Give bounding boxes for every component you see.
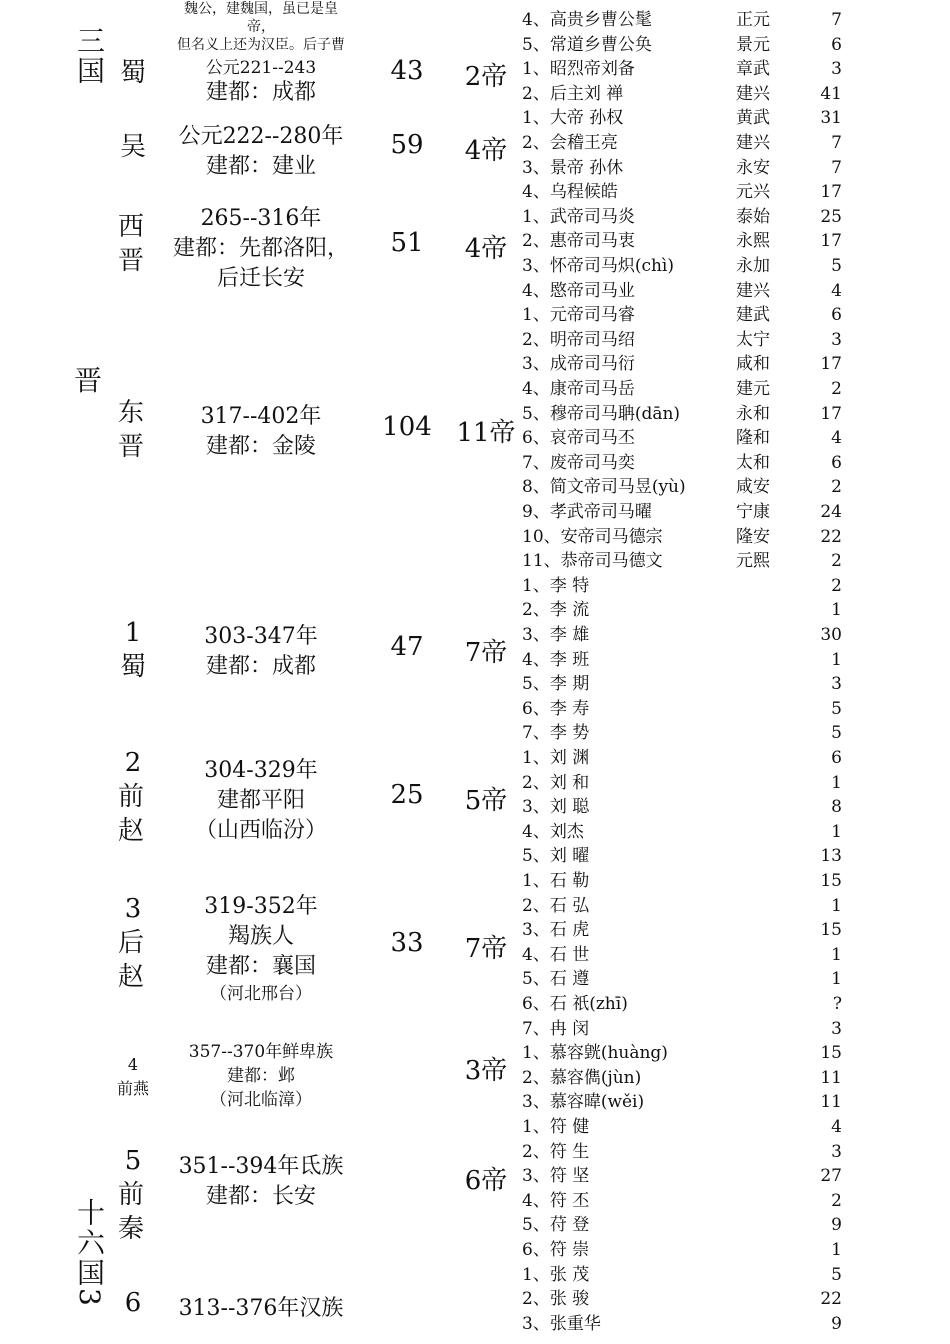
ruler-row [522,475,852,500]
ruler-row [522,918,852,943]
ruler-name: 4、李 班 [522,649,590,670]
ruler-name: 1、慕容皝(huàng) [522,1043,668,1064]
ruler-reign-years: 9 [831,1215,842,1236]
ruler-row [522,967,852,992]
ruler-era-name: 建元 [736,379,770,399]
dynasty-years-shu: 43 [390,56,424,86]
ruler-name: 6、哀帝司马丕 [522,428,635,449]
dynasty-count-shu: 2帝 [464,62,508,92]
ruler-name: 4、高贵乡曹公髦 [522,10,652,30]
ruler-reign-years: 17 [820,354,842,375]
ruler-name: 1、元帝司马睿 [522,305,635,326]
info-text: 后迁长安 [216,266,305,291]
dynasty-count-qianyan: 3帝 [464,1056,508,1086]
ruler-era-name: 永熙 [736,231,770,252]
ruler-row [522,672,852,697]
ruler-row [522,33,852,58]
ruler-name: 6、石 祇(zhī) [522,994,628,1014]
ruler-era-name: 建兴 [736,83,770,104]
info-text: 319-352年 [204,894,318,919]
info-text: 304-329年 [204,758,318,783]
info-text: 公元221--243 [205,58,317,78]
ruler-name: 5、刘 曜 [522,846,590,867]
info-text: 羯族人 [227,924,294,949]
ruler-reign-years: 31 [820,108,842,129]
era-label-sanguo [72,26,104,94]
ruler-reign-years: 15 [820,871,842,891]
ruler-reign-years: 2 [831,1190,842,1211]
info-text: 265--316年 [200,206,322,231]
ruler-reign-years: 8 [831,797,842,818]
dynasty-name-wu: 吴 [119,132,146,162]
dynasty-info-houzhao [156,892,366,1006]
ruler-row [522,598,852,623]
info-text: （山西临汾） [194,818,327,843]
ruler-name: 3、张重华 [522,1313,601,1334]
dynasty-info-xijin [156,204,366,294]
info-text: （河北邢台） [210,984,312,1004]
info-text: 357--370年鲜卑族 [188,1042,334,1062]
ruler-row [522,1189,852,1214]
ruler-era-name: 元兴 [736,182,770,203]
ruler-era-name: 建兴 [736,133,770,153]
ruler-name: 1、刘 渊 [522,748,590,768]
ruler-reign-years: 1 [831,969,842,990]
dynasty-info-wu [156,122,366,182]
ruler-reign-years: 1 [831,649,842,670]
ruler-name: 10、安帝司马德宗 [522,526,663,547]
dynasty-count-houzhao: 7帝 [464,934,508,964]
ruler-name: 1、大帝 孙权 [522,108,624,129]
dynasty-info-qianqin [156,1152,366,1212]
dynasty-name-dongjin: 东晋 [117,398,144,462]
ruler-name: 5、石 遵 [522,969,590,990]
dynasty-num-qianqin: 5 [124,1146,142,1176]
ruler-name: 2、明帝司马绍 [522,329,635,350]
ruler-era-name: 太和 [736,452,770,473]
dynasty-years-xijin: 51 [390,228,424,258]
ruler-name: 9、孝武帝司马曜 [522,502,652,522]
ruler-reign-years: 13 [820,846,842,867]
ruler-reign-years: 1 [831,600,842,621]
ruler-name: 2、刘 和 [522,772,590,793]
ruler-reign-years: 5 [831,256,842,276]
ruler-name: 2、慕容儁(jùn) [522,1067,642,1088]
dynasty-info-shu [156,56,366,106]
dynasty-count-qianzhao: 5帝 [464,786,508,816]
ruler-era-name: 太宁 [736,329,770,350]
ruler-era-name: 隆安 [736,526,770,547]
ruler-era-name: 永加 [736,256,770,276]
ruler-reign-years: ? [832,994,842,1014]
ruler-name: 1、张 茂 [522,1264,590,1285]
ruler-name: 8、简文帝司马昱(yù) [522,477,686,498]
ruler-row [522,525,852,550]
info-text: 建都：成都 [205,654,316,679]
ruler-row [522,648,852,673]
dynasty-name-qianyan: 前燕 [116,1079,149,1098]
ruler-reign-years: 27 [820,1166,842,1187]
ruler-name: 3、怀帝司马炽(chì) [522,256,674,276]
ruler-reign-years: 7 [831,157,842,178]
ruler-era-name: 咸安 [736,477,770,498]
ruler-row [522,771,852,796]
ruler-reign-years: 7 [831,10,842,30]
info-text: 但名义上还为汉臣。后子曹 [177,37,345,53]
ruler-row [522,721,852,746]
ruler-row [522,844,852,869]
ruler-row [522,205,852,230]
ruler-era-name: 泰始 [736,206,770,227]
ruler-name: 2、会稽王亮 [522,133,618,153]
ruler-name: 3、慕容暐(wěi) [522,1092,645,1113]
ruler-name: 3、成帝司马衍 [522,354,635,375]
dynasty-years-qianzhao: 25 [390,780,424,810]
ruler-era-name: 建武 [736,305,770,326]
ruler-reign-years: 3 [831,1018,842,1039]
ruler-name: 2、惠帝司马衷 [522,231,635,252]
dynasty-name-qianqin: 前秦 [117,1180,144,1244]
ruler-row [522,451,852,476]
dynasty-num-qianyan: 4 [127,1055,139,1074]
ruler-reign-years: 6 [831,748,842,768]
dynasty-name-shu: 蜀 [119,58,146,88]
ruler-reign-years: 6 [831,452,842,473]
info-text: 313--376年汉族 [178,1296,344,1321]
dynasty-info-shu-overflow [156,0,366,54]
info-text: 建都：襄国 [205,954,316,979]
ruler-name: 5、常道乡曹公奂 [522,34,652,55]
ruler-reign-years: 25 [820,206,842,227]
ruler-row [522,106,852,131]
ruler-name: 2、李 流 [522,600,590,621]
ruler-name: 3、刘 聪 [522,797,590,818]
dynasty-num-chengshu: 1 [124,618,142,648]
ruler-row [522,229,852,254]
ruler-name: 3、景帝 孙休 [522,157,624,178]
ruler-reign-years: 15 [820,920,842,941]
ruler-row [522,1041,852,1066]
dynasty-name-qianzhao: 前赵 [117,782,144,846]
ruler-row [522,1164,852,1189]
dynasty-info-qianyan [156,1040,366,1112]
ruler-reign-years: 5 [831,698,842,719]
era-text: 晋 [73,364,102,397]
ruler-name: 4、刘杰 [522,821,584,842]
dynasty-num-houzhao: 3 [124,894,142,924]
dynasty-info-dongjin [156,402,366,462]
ruler-era-name: 永安 [736,157,770,178]
info-text: 建都：邺 [227,1066,295,1086]
ruler-row [522,869,852,894]
ruler-row [522,746,852,771]
ruler-name: 4、符 丕 [522,1190,590,1211]
info-text: 建都：成都 [205,80,316,105]
ruler-name: 2、后主刘 禅 [522,83,624,104]
ruler-row [522,943,852,968]
ruler-reign-years: 30 [820,625,842,645]
ruler-name: 6、李 寿 [522,698,590,719]
ruler-reign-years: 11 [820,1092,842,1113]
dynasty-years-chengshu: 47 [390,632,424,662]
ruler-row [522,1115,852,1140]
dynasty-info-qianzhao [156,756,366,846]
ruler-row [522,352,852,377]
ruler-reign-years: 3 [831,1141,842,1162]
ruler-row [522,156,852,181]
ruler-reign-years: 24 [820,502,842,522]
ruler-row [522,254,852,279]
ruler-reign-years: 6 [831,34,842,55]
ruler-reign-years: 4 [831,428,842,449]
dynasty-years-dongjin: 104 [382,412,432,442]
era-text: 三国 [73,26,106,86]
ruler-name: 2、张 骏 [522,1289,590,1310]
ruler-reign-years: 1 [831,772,842,793]
ruler-era-name: 宁康 [736,502,770,522]
ruler-reign-years: 17 [820,182,842,203]
ruler-name: 4、康帝司马岳 [522,379,635,399]
ruler-reign-years: 5 [831,723,842,744]
ruler-era-name: 元熙 [736,551,770,572]
info-text: 建都平阳 [216,788,305,813]
info-text: 魏公，建魏国，虽已是皇 [184,1,338,17]
ruler-name: 7、李 势 [522,723,590,744]
ruler-reign-years: 9 [831,1313,842,1334]
ruler-reign-years: 5 [831,1264,842,1285]
ruler-row [522,57,852,82]
info-text: 建都：建业 [205,154,316,179]
ruler-reign-years: 3 [831,674,842,695]
ruler-row [522,820,852,845]
dynasty-years-houzhao: 33 [390,928,424,958]
ruler-reign-years: 17 [820,231,842,252]
info-text: 公元222--280年 [178,124,344,149]
ruler-row [522,8,852,33]
ruler-name: 4、乌程候皓 [522,182,618,203]
ruler-row [522,623,852,648]
dynasty-count-qianqin: 6帝 [464,1166,508,1196]
ruler-row [522,1090,852,1115]
ruler-name: 1、符 健 [522,1117,590,1137]
ruler-row [522,1287,852,1312]
ruler-reign-years: 1 [831,944,842,965]
ruler-row [522,894,852,919]
ruler-era-name: 咸和 [736,354,770,375]
ruler-reign-years: 22 [820,1289,842,1310]
ruler-row [522,131,852,156]
ruler-row [522,574,852,599]
ruler-name: 6、符 崇 [522,1240,590,1260]
ruler-era-name: 章武 [736,59,770,80]
era-label-jin [72,364,104,398]
dynasty-num-qianzhao: 2 [124,748,142,778]
ruler-era-name: 隆和 [736,428,770,449]
ruler-reign-years: 11 [820,1067,842,1088]
ruler-reign-years: 22 [820,526,842,547]
ruler-name: 1、李 特 [522,575,590,596]
ruler-row [522,1312,852,1337]
era-text: 十六国3 [73,1198,106,1308]
ruler-era-name: 黄武 [736,108,770,129]
info-text: （河北临漳） [210,1090,312,1110]
ruler-row [522,328,852,353]
ruler-name: 7、废帝司马奕 [522,452,635,473]
dynasty-years-wu: 59 [390,130,424,160]
ruler-row [522,549,852,574]
ruler-row [522,1213,852,1238]
info-text: 建都：金陵 [205,434,316,459]
ruler-row [522,697,852,722]
ruler-name: 5、苻 登 [522,1215,590,1236]
ruler-name: 3、符 坚 [522,1166,590,1187]
ruler-name: 4、愍帝司马业 [522,280,635,301]
ruler-reign-years: 7 [831,133,842,153]
ruler-row [522,500,852,525]
dynasty-name-houzhao: 后赵 [117,928,144,992]
dynasty-count-chengshu: 7帝 [464,638,508,668]
dynasty-num-qianliang: 6 [124,1288,142,1318]
ruler-row [522,1238,852,1263]
ruler-row [522,992,852,1017]
ruler-reign-years: 6 [831,305,842,326]
dynasty-name-chengshu: 蜀 [119,652,146,682]
ruler-row [522,1066,852,1091]
ruler-name: 5、李 期 [522,674,590,695]
dynasty-count-dongjin: 11帝 [456,418,516,448]
info-text: 帝， [247,19,275,35]
ruler-reign-years: 17 [820,403,842,424]
ruler-name: 1、武帝司马炎 [522,206,635,227]
dynasty-count-wu: 4帝 [464,136,508,166]
ruler-name: 3、李 雄 [522,625,590,645]
ruler-era-name: 景元 [736,34,770,55]
ruler-reign-years: 3 [831,329,842,350]
ruler-reign-years: 1 [831,1240,842,1260]
ruler-reign-years: 1 [831,821,842,842]
dynasty-info-chengshu [156,622,366,682]
ruler-era-name: 永和 [736,403,770,424]
ruler-reign-years: 2 [831,379,842,399]
ruler-reign-years: 3 [831,59,842,80]
info-text: 建都：先都洛阳， [172,236,349,261]
ruler-row [522,1263,852,1288]
ruler-row [522,1140,852,1165]
ruler-name: 5、穆帝司马聃(dān) [522,403,681,424]
ruler-row [522,82,852,107]
ruler-reign-years: 2 [831,477,842,498]
ruler-era-name: 正元 [736,10,770,30]
ruler-name: 7、冉 闵 [522,1018,590,1039]
ruler-name: 1、昭烈帝刘备 [522,59,635,80]
ruler-name: 3、石 虎 [522,920,590,941]
ruler-row [522,402,852,427]
ruler-reign-years: 1 [831,895,842,916]
ruler-reign-years: 2 [831,575,842,596]
era-label-shiliuguo [72,1198,104,1316]
ruler-name: 4、石 世 [522,944,590,965]
ruler-name: 11、恭帝司马德文 [522,551,663,572]
ruler-reign-years: 4 [831,280,842,301]
ruler-row [522,180,852,205]
dynasty-info-qianliang [156,1294,366,1324]
ruler-name: 1、石 勒 [522,871,590,891]
ruler-reign-years: 41 [820,83,842,104]
dynasty-name-xijin: 西晋 [117,212,144,276]
ruler-reign-years: 4 [831,1117,842,1137]
ruler-era-name: 建兴 [736,280,770,301]
ruler-name: 2、符 生 [522,1141,590,1162]
dynasty-count-xijin: 4帝 [464,234,508,264]
ruler-row [522,279,852,304]
ruler-row [522,426,852,451]
ruler-row [522,303,852,328]
ruler-row [522,795,852,820]
ruler-row [522,377,852,402]
info-text: 303-347年 [204,624,318,649]
ruler-reign-years: 15 [820,1043,842,1064]
ruler-name: 2、石 弘 [522,895,590,916]
ruler-row [522,1017,852,1042]
info-text: 351--394年氐族 [178,1154,344,1179]
info-text: 317--402年 [200,404,322,429]
ruler-reign-years: 2 [831,551,842,572]
info-text: 建都：长安 [205,1184,316,1209]
